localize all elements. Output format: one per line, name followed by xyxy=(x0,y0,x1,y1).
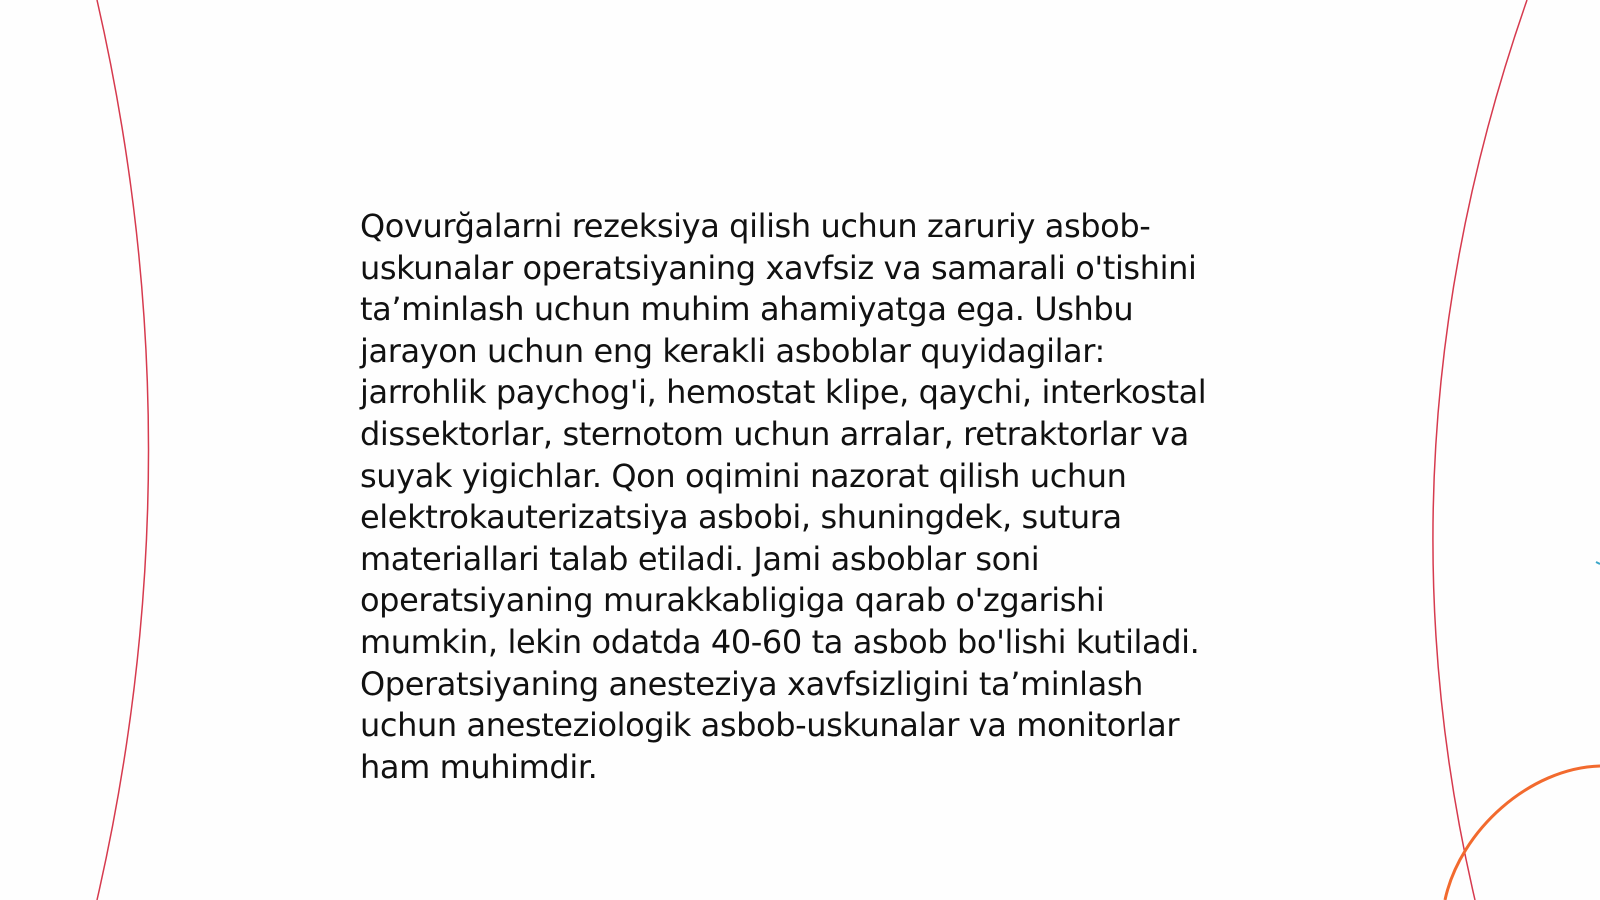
edge-accent-mark xyxy=(1596,562,1600,564)
right-curve-line xyxy=(1433,0,1527,900)
slide-body-text: Qovurğalarni rezeksiya qilish uchun zaruriy asbob- uskunalar operatsiyaning xavfsiz va samarali o'tishini ta’minlash uchun muhim ahamiyatga ega. Ushbu jarayon uchun eng kerakli asboblar quyidagilar: jarrohlik paychog'i, hemostat klipe, qaychi, interkostal dissektorlar, sternotom uchun arralar, retraktorlar va suyak yigichlar. Qon oqimini nazorat qilish uchun elektrokauterizatsiya asbobi, shuningdek, sutura materiallari talab etiladi. Jami asboblar soni operatsiyaning murakkabligiga qarab o'zgarishi mumkin, lekin odatda 40-60 ta asbob bo'lishi kutiladi. Operatsiyaning anesteziya xavfsizligini ta’minlash uchun anesteziologik asbob-uskunalar va monitorlar ham muhimdir. xyxy=(360,207,1207,786)
left-curve-line xyxy=(97,0,149,900)
corner-orange-arc xyxy=(1445,766,1600,900)
